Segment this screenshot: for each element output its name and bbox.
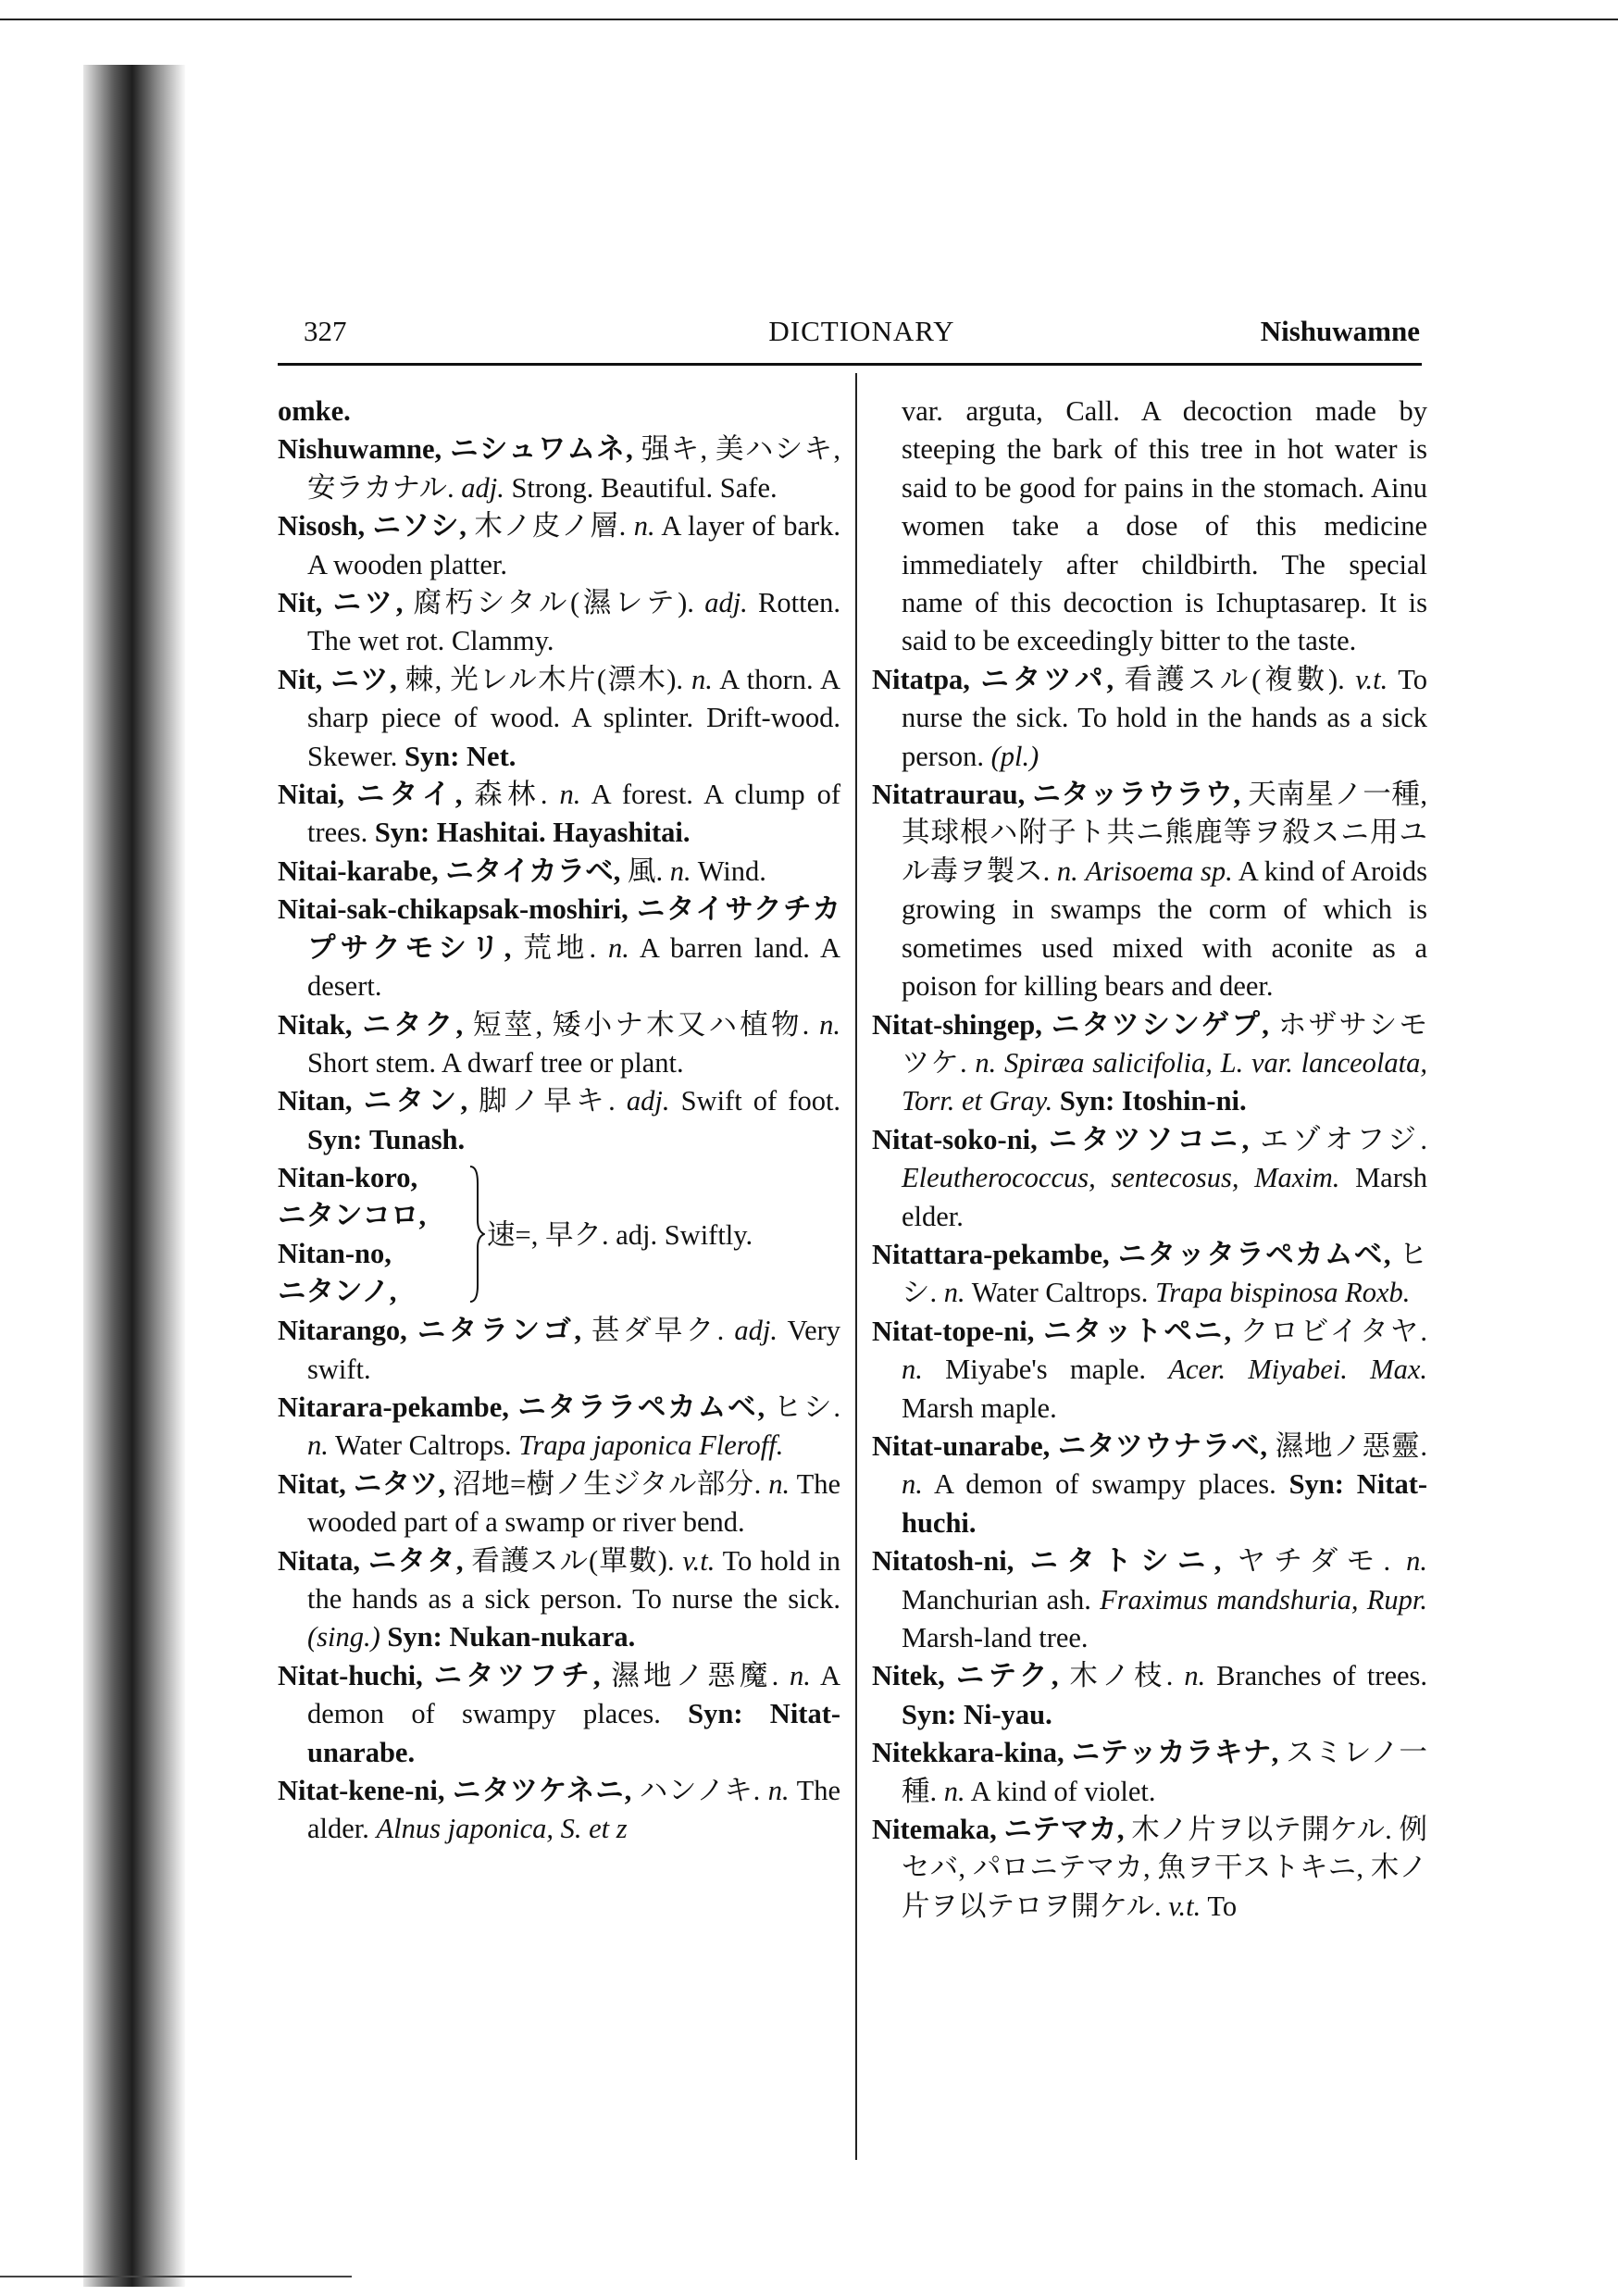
definition: A decoction made by steeping the bark of this tree in hot water is said to be good for pains in the stomach. Ainu women take a dose of this medicine immediately after childbirth. The special name of this decoction is <box>902 395 1427 619</box>
guide-word: Nishuwamne <box>1260 315 1420 347</box>
part-of-speech: n. <box>633 510 655 543</box>
braced-entry-group <box>278 1159 840 1312</box>
dictionary-entry <box>278 1772 840 1849</box>
dictionary-entry <box>872 1542 1427 1657</box>
headword: Nitat-unarabe, ニタツウナラベ, <box>872 1429 1268 1462</box>
dictionary-entry <box>278 507 840 584</box>
japanese-gloss: エゾオフジ. <box>1260 1123 1427 1155</box>
headword: Nitemaka, ニテマカ, <box>872 1814 1125 1846</box>
japanese-gloss: 速=, 早ク. <box>487 1219 609 1252</box>
headword: Nitarango, ニタランゴ, <box>278 1315 581 1347</box>
definition: Branches of trees. <box>1216 1660 1428 1692</box>
dictionary-entry <box>872 776 1427 1005</box>
synonym-label: Syn: <box>404 740 460 772</box>
definition: Marsh-land tree. <box>902 1622 1089 1653</box>
japanese-gloss: ヒシ. <box>773 1391 841 1423</box>
dictionary-entry <box>278 1466 840 1542</box>
japanese-gloss: 棘, 光レル木片(漂木). <box>404 663 684 695</box>
headword: Nit, ニツ, <box>278 663 397 695</box>
headword: Nitat-soko-ni, ニタツソコニ, <box>872 1123 1250 1155</box>
bottom-scan-edge <box>0 2276 352 2277</box>
definition: Marsh maple. <box>902 1391 1057 1424</box>
headword: Nitan, ニタン, <box>278 1085 468 1117</box>
dictionary-entry <box>278 891 840 1005</box>
column-divider <box>855 373 857 2160</box>
curly-brace-icon <box>468 1165 485 1304</box>
dictionary-entry <box>872 1236 1427 1313</box>
part-of-speech: n. <box>307 1429 329 1462</box>
header-rule <box>278 363 1422 366</box>
scientific-name: Alnus japonica, S. et z <box>376 1813 628 1845</box>
japanese-gloss: 强キ, 美ハシキ, 安ラカナル. <box>307 433 841 504</box>
japanese-gloss: クロビイタヤ. <box>1239 1315 1427 1347</box>
left-column <box>278 393 840 1849</box>
book-binding-shadow <box>83 65 185 2287</box>
headword: Nitat-tope-ni, ニタットペニ, <box>872 1315 1232 1347</box>
synonym-label: Syn: <box>902 1698 957 1730</box>
definition: A forest. A clump of trees. <box>307 779 841 849</box>
definition: A demon of swampy places. <box>934 1468 1276 1501</box>
headword: Nitata, ニタタ, <box>278 1544 464 1577</box>
part-of-speech: n. <box>1184 1660 1206 1692</box>
special-term: Ichuptasarep. <box>1215 587 1367 619</box>
japanese-gloss: 濕地ノ惡魔. <box>611 1659 779 1691</box>
part-of-speech: v.t. <box>1168 1890 1201 1922</box>
definition: A thorn. A sharp piece of wood. A splinter. Drift-wood. Skewer. <box>307 663 840 772</box>
dictionary-entry <box>278 1389 840 1466</box>
scientific-name: var. arguta, Call. <box>902 395 1120 427</box>
definition: To nurse the sick. To hold in the hands as a sick person. <box>902 663 1427 772</box>
headword: Nitatosh-ni, ニタトシニ, <box>872 1545 1222 1578</box>
dictionary-entry <box>872 1313 1427 1428</box>
japanese-gloss: 木ノ片ヲ以テ開ケル. 例セバ, パロニテマカ, 魚ヲ干ストキニ, 木ノ片ヲ以テロヲ開ケル. <box>902 1814 1427 1922</box>
synonym: Ni-yau. <box>963 1698 1052 1730</box>
scientific-name: Trapa bispinosa Roxb. <box>1154 1277 1411 1309</box>
running-header <box>304 307 1420 359</box>
dictionary-entry <box>278 430 840 507</box>
dictionary-entry <box>872 1121 1427 1236</box>
synonym: Nitat-unarabe. <box>307 1698 841 1768</box>
definition: Wind. <box>697 855 766 887</box>
synonym: Tunash. <box>368 1123 466 1155</box>
synonym: Nitat-huchi. <box>902 1468 1428 1539</box>
part-of-speech: n. <box>902 1468 923 1501</box>
japanese-gloss: 森林. <box>474 779 548 811</box>
definition: A layer of bark. A wooden platter. <box>307 510 841 580</box>
synonym: Itoshin-ni. <box>1121 1085 1247 1117</box>
headword: Nitatpa, ニタツパ, <box>872 663 1114 695</box>
headword: Nitan-no, <box>278 1238 392 1270</box>
part-of-speech: n. <box>902 1354 923 1386</box>
japanese-gloss: 看護スル(複數). <box>1124 663 1345 695</box>
dictionary-entry <box>278 1082 840 1159</box>
page-title: DICTIONARY <box>768 315 955 347</box>
dictionary-entry <box>278 776 840 853</box>
definition: Strong. Beautiful. Safe. <box>511 471 778 504</box>
dictionary-entry <box>278 1006 840 1083</box>
japanese-gloss: 木ノ枝. <box>1069 1660 1174 1692</box>
definition: To hold in the hands as a sick person. To nurse the sick. <box>307 1544 841 1615</box>
japanese-gloss: 短莖, 矮小ナ木又ハ植物. <box>473 1008 810 1041</box>
part-of-speech: n. <box>559 779 581 811</box>
definition: A kind of Aroids growing in swamps the corm of which is sometimes used mixed with aconite as a poison for killing bears and deer. <box>902 855 1428 1003</box>
page-number: 327 <box>304 315 347 347</box>
scientific-name: Eleutherococcus, sentecosus, Maxim. <box>902 1162 1340 1194</box>
japanese-gloss: 沼地=樹ノ生ジタル部分. <box>453 1467 762 1500</box>
dictionary-entry <box>278 584 840 661</box>
synonym: Nukan-nukara. <box>449 1621 636 1653</box>
japanese-gloss: 甚ダ早ク. <box>591 1315 725 1347</box>
dictionary-entry <box>278 1657 840 1772</box>
headword: Nitat, ニタツ, <box>278 1467 446 1500</box>
part-of-speech: n. <box>767 1775 790 1806</box>
japanese-gloss: 腐朽シタル(濕レテ). <box>413 587 694 619</box>
definition: It is said to be exceedingly bitter to the taste. <box>902 587 1428 657</box>
headword: Nitat-shingep, ニタツシンゲプ, <box>872 1008 1269 1041</box>
headword: ニタンコロ, <box>278 1200 427 1232</box>
part-of-speech: adj. <box>461 471 504 504</box>
japanese-gloss: スミレノ一種. <box>902 1737 1428 1807</box>
definition: Water Caltrops. <box>971 1277 1149 1309</box>
dictionary-entry <box>278 661 840 776</box>
definition: Swift of foot. <box>680 1085 841 1117</box>
headword: Nit, ニツ, <box>278 587 404 619</box>
dictionary-entry <box>872 1811 1427 1926</box>
synonym: Hashitai. Hayashitai. <box>436 817 691 849</box>
definition: A kind of violet. <box>970 1775 1156 1807</box>
japanese-gloss: ヤチダモ. <box>1237 1545 1391 1578</box>
definition: Rotten. The wet rot. Clammy. <box>307 587 841 657</box>
definition: Miyabe's maple. <box>945 1354 1147 1386</box>
headword: Nitai-sak-chikapsak-moshiri, ニタイサクチカプサクモシリ, <box>278 893 840 964</box>
part-of-speech: adj. <box>626 1085 670 1117</box>
definition: Short stem. A dwarf tree or plant. <box>307 1046 684 1079</box>
dictionary-entry <box>872 1734 1427 1811</box>
headword: Nitai-karabe, ニタイカラベ, <box>278 855 621 887</box>
scientific-name: Fraximus mandshuria, Rupr. <box>1100 1583 1428 1616</box>
usage-note: (sing.) <box>307 1621 380 1653</box>
part-of-speech: n. <box>607 931 629 964</box>
headword: Nitai, ニタイ, <box>278 779 463 811</box>
synonym-label: Syn: <box>387 1621 442 1653</box>
japanese-gloss: 脚ノ早キ. <box>479 1085 616 1117</box>
headword: Nitat-huchi, ニタツフチ, <box>278 1659 601 1691</box>
definition: Manchurian ash. <box>902 1583 1091 1616</box>
scientific-name: Spiræa salicifolia, L. var. lanceolata, Torr. et Gray. <box>902 1046 1427 1117</box>
synonym-label: Syn: <box>688 1698 743 1730</box>
part-of-speech: adj. <box>616 1219 658 1252</box>
part-of-speech: adj. <box>704 587 748 619</box>
part-of-speech: n. <box>669 855 691 887</box>
headword: Nitan-koro, <box>278 1162 418 1194</box>
japanese-gloss: 濕地ノ惡靈. <box>1275 1429 1428 1462</box>
headword: Nitattara-pekambe, ニタッタラペカムベ, <box>872 1238 1391 1270</box>
japanese-gloss: 看護スル(單數). <box>471 1544 675 1577</box>
headword: Nitatraurau, ニタッラウラウ, <box>872 779 1241 811</box>
part-of-speech: n. <box>975 1046 997 1079</box>
japanese-gloss: 木ノ皮ノ層. <box>474 510 627 543</box>
synonym-label: Syn: <box>307 1123 363 1155</box>
synonym: Net. <box>467 740 517 772</box>
part-of-speech: n. <box>768 1467 790 1500</box>
part-of-speech: v.t. <box>682 1544 716 1577</box>
headword: Nitek, ニテク, <box>872 1660 1059 1692</box>
japanese-gloss: 天南星ノ一種, 其球根ハ附子ト共ニ熊鹿等ヲ殺スニ用ユル毒ヲ製ス. <box>902 779 1428 887</box>
part-of-speech: n. <box>819 1008 841 1041</box>
japanese-gloss: ハンノキ. <box>639 1775 761 1806</box>
japanese-gloss: ホザサシモツケ. <box>902 1008 1428 1079</box>
headword: ニタンノ, <box>278 1276 397 1308</box>
headword: Nishuwamne, ニシュワムネ, <box>278 433 633 466</box>
part-of-speech: v.t. <box>1355 663 1388 695</box>
definition: The wooded part of a swamp or river bend. <box>307 1467 841 1539</box>
japanese-gloss: 風. <box>628 855 664 887</box>
top-scan-edge <box>0 19 1618 20</box>
dictionary-entry <box>872 1657 1427 1734</box>
headword: Nitarara-pekambe, ニタララペカムベ, <box>278 1391 765 1423</box>
part-of-speech: n. <box>1056 855 1078 887</box>
dictionary-entry <box>872 1428 1427 1542</box>
scientific-name: Arisoema sp. <box>1085 855 1233 887</box>
synonym-label: Syn: <box>374 817 430 849</box>
braced-definition <box>487 1217 753 1254</box>
part-of-speech: adj. <box>734 1315 778 1347</box>
usage-note: (pl.) <box>990 740 1039 772</box>
part-of-speech: n. <box>691 663 713 695</box>
definition: A barren land. A desert. <box>307 931 840 1003</box>
dictionary-entry <box>872 1006 1427 1121</box>
japanese-gloss: 荒地. <box>523 931 597 964</box>
headword: Nitat-kene-ni, ニタツケネニ, <box>278 1775 632 1806</box>
headword: Nisosh, ニソシ, <box>278 510 467 543</box>
definition: Water Caltrops. <box>334 1429 512 1462</box>
definition: Very swift. <box>307 1315 841 1385</box>
scientific-name: Acer. Miyabei. Max. <box>1168 1354 1427 1386</box>
definition: A demon of swampy places. <box>307 1659 840 1730</box>
definition: To <box>1207 1890 1238 1922</box>
dictionary-entry <box>278 1312 840 1389</box>
scientific-name: Trapa japonica Fleroff. <box>518 1429 784 1462</box>
part-of-speech: n. <box>789 1659 811 1691</box>
dictionary-entry <box>278 1542 840 1657</box>
definition: Marsh elder. <box>902 1162 1427 1232</box>
part-of-speech: n. <box>943 1775 965 1807</box>
dictionary-entry <box>278 853 840 891</box>
right-column <box>872 393 1427 1926</box>
japanese-gloss: ヒシ. <box>902 1238 1427 1309</box>
continued-entry <box>872 393 1427 661</box>
definition: The alder. <box>307 1775 841 1845</box>
synonym-label: Syn: <box>1059 1085 1115 1117</box>
dictionary-entry <box>872 661 1427 776</box>
part-of-speech: n. <box>943 1277 965 1309</box>
part-of-speech: n. <box>1406 1545 1427 1578</box>
definition: Swiftly. <box>664 1219 753 1252</box>
headword: Nitekkara-kina, ニテッカラキナ, <box>872 1737 1279 1769</box>
synonym-label: Syn: <box>1288 1468 1344 1501</box>
headword: Nitak, ニタク, <box>278 1008 464 1041</box>
continued-word: omke. <box>278 395 351 427</box>
